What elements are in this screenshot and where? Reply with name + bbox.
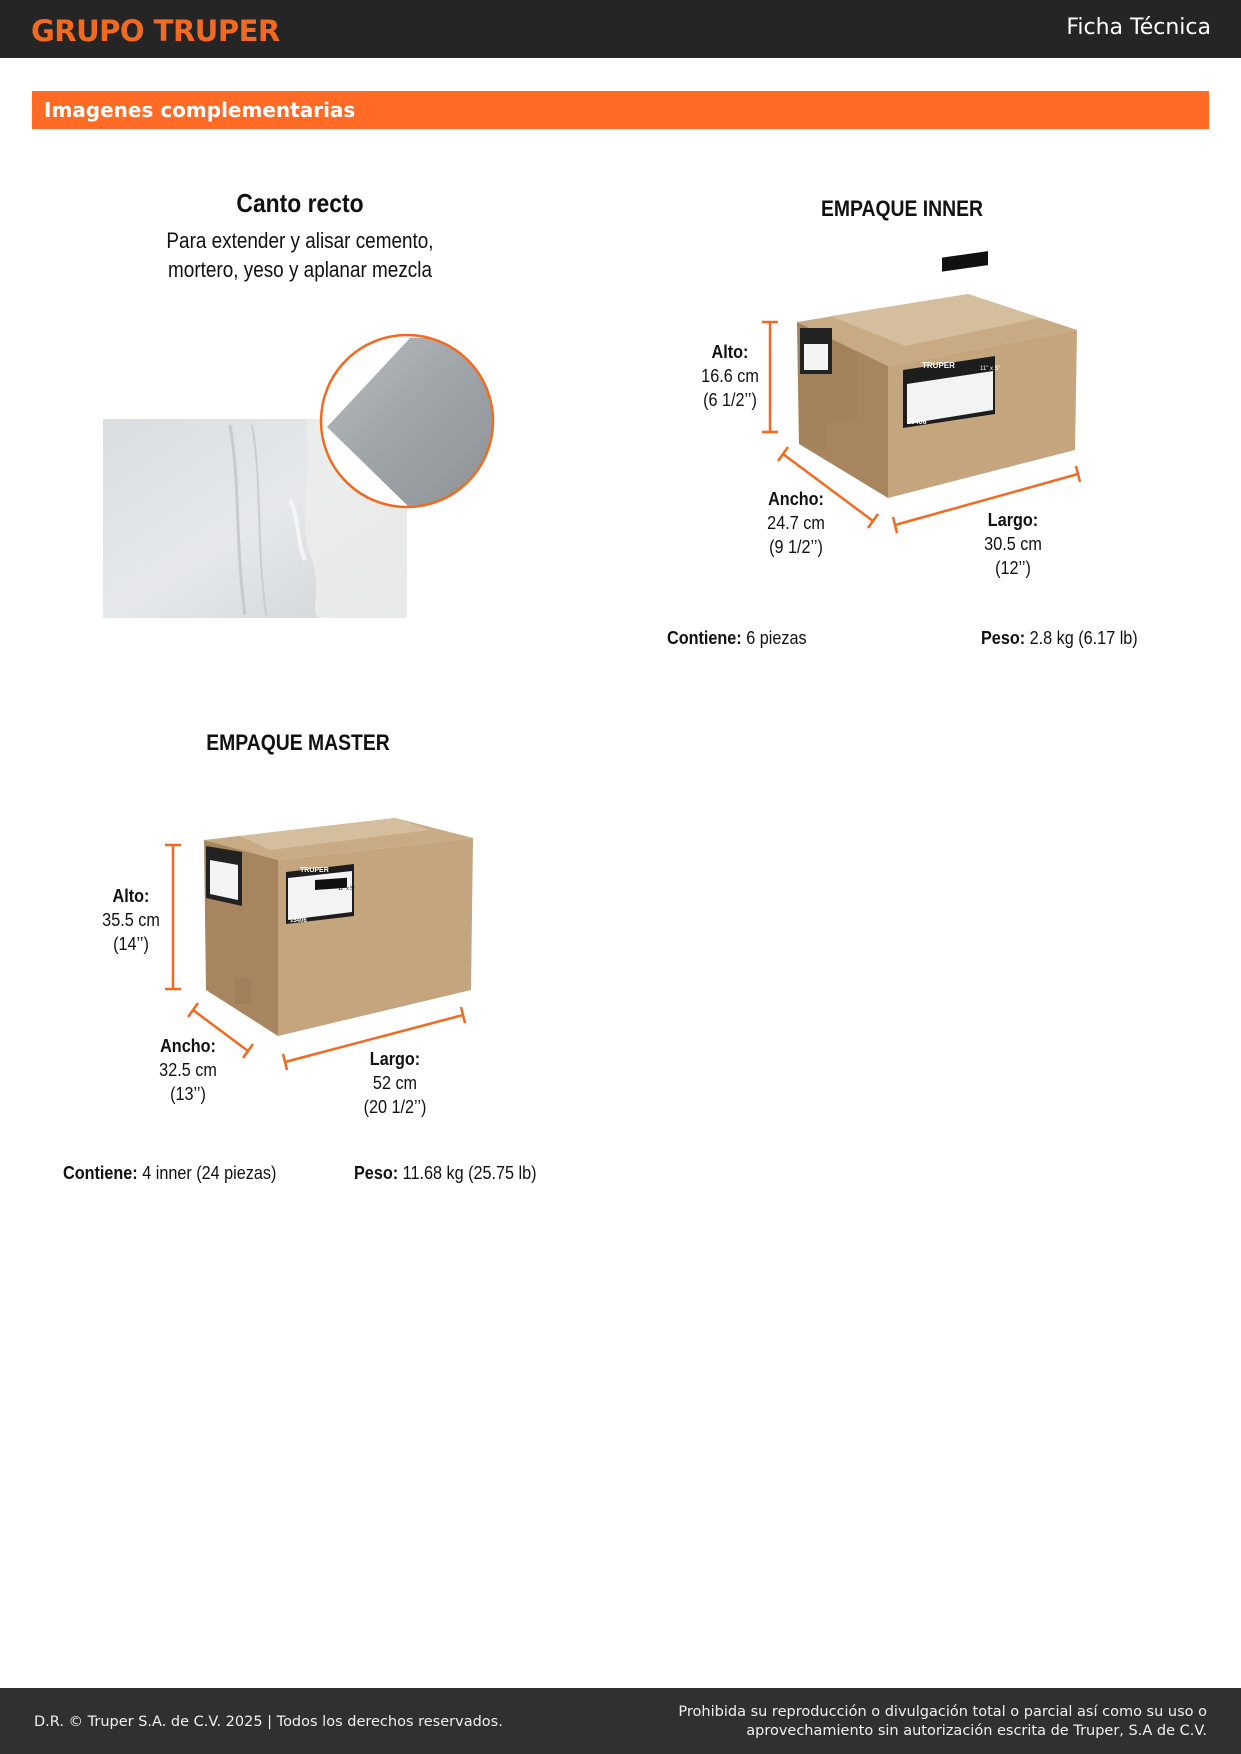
legal-notice-line2: aprovechamiento sin autorización escrita de Truper, S.A de C.V. bbox=[746, 1723, 1207, 1739]
inner-alto-label: Alto: bbox=[711, 342, 749, 362]
master-alto-label: Alto: bbox=[112, 886, 150, 906]
master-contiene bbox=[63, 1163, 276, 1184]
legal-notice bbox=[678, 1703, 1207, 1741]
master-box-brand: TRUPER bbox=[300, 867, 329, 874]
inner-ancho-label: Ancho: bbox=[768, 489, 824, 509]
brand-logo: GRUPO TRUPER bbox=[31, 14, 280, 48]
inner-box-brand: TRUPER bbox=[922, 361, 955, 370]
inner-largo-in: (12’’) bbox=[995, 558, 1031, 578]
inner-box-size: 11" x 5" bbox=[980, 366, 1001, 372]
master-ancho-label: Ancho: bbox=[160, 1036, 216, 1056]
product-title: Canto recto bbox=[236, 188, 364, 218]
master-peso bbox=[354, 1163, 537, 1184]
master-box-size: 11" x 5" bbox=[338, 886, 355, 892]
copyright-text: D.R. © Truper S.A. de C.V. 2025 | Todos los derechos reservados. bbox=[34, 1714, 503, 1730]
inner-contiene-label: Contiene: bbox=[667, 628, 742, 648]
inner-contiene-value: 6 piezas bbox=[746, 628, 807, 648]
master-alto-cm: 35.5 cm bbox=[102, 910, 160, 930]
master-box-code: 15406 bbox=[290, 918, 307, 924]
inner-alto-in: (6 1/2’’) bbox=[703, 390, 757, 410]
master-contiene-label: Contiene: bbox=[63, 1163, 138, 1183]
master-largo-block bbox=[350, 1047, 440, 1119]
section-title: Imagenes complementarias bbox=[44, 98, 356, 122]
inner-largo-label: Largo: bbox=[987, 510, 1039, 530]
inner-box-code: 15406 bbox=[907, 419, 927, 426]
product-description-line2: mortero, yeso y aplanar mezcla bbox=[168, 257, 432, 282]
master-largo-in: (20 1/2’’) bbox=[363, 1097, 427, 1117]
master-ancho-cm: 32.5 cm bbox=[159, 1060, 217, 1080]
inner-peso-label: Peso: bbox=[981, 628, 1026, 648]
master-box bbox=[204, 818, 473, 1036]
inner-largo-cm: 30.5 cm bbox=[984, 534, 1042, 554]
inner-ancho-in: (9 1/2’’) bbox=[769, 537, 823, 557]
master-contiene-value: 4 inner (24 piezas) bbox=[142, 1163, 277, 1183]
master-alto-in: (14’’) bbox=[113, 934, 149, 954]
inner-peso-value: 2.8 kg (6.17 lb) bbox=[1029, 628, 1138, 648]
master-alto-block bbox=[86, 884, 176, 956]
document-title: Ficha Técnica bbox=[1066, 15, 1211, 40]
master-largo-label: Largo: bbox=[369, 1049, 421, 1069]
footer-bar bbox=[0, 1688, 1241, 1754]
inner-alto-cm: 16.6 cm bbox=[701, 366, 759, 386]
master-ancho-block bbox=[143, 1034, 233, 1106]
product-description-line1: Para extender y alisar cemento, bbox=[166, 228, 434, 253]
master-largo-cm: 52 cm bbox=[372, 1073, 418, 1093]
master-peso-label: Peso: bbox=[354, 1163, 399, 1183]
inner-title: EMPAQUE INNER bbox=[820, 196, 984, 221]
master-title: EMPAQUE MASTER bbox=[206, 730, 390, 755]
legal-notice-line1: Prohibida su reproducción o divulgación total o parcial así como su uso o bbox=[678, 1704, 1207, 1720]
master-ancho-in: (13’’) bbox=[170, 1084, 206, 1104]
master-peso-value: 11.68 kg (25.75 lb) bbox=[402, 1163, 537, 1183]
inner-ancho-cm: 24.7 cm bbox=[767, 513, 825, 533]
